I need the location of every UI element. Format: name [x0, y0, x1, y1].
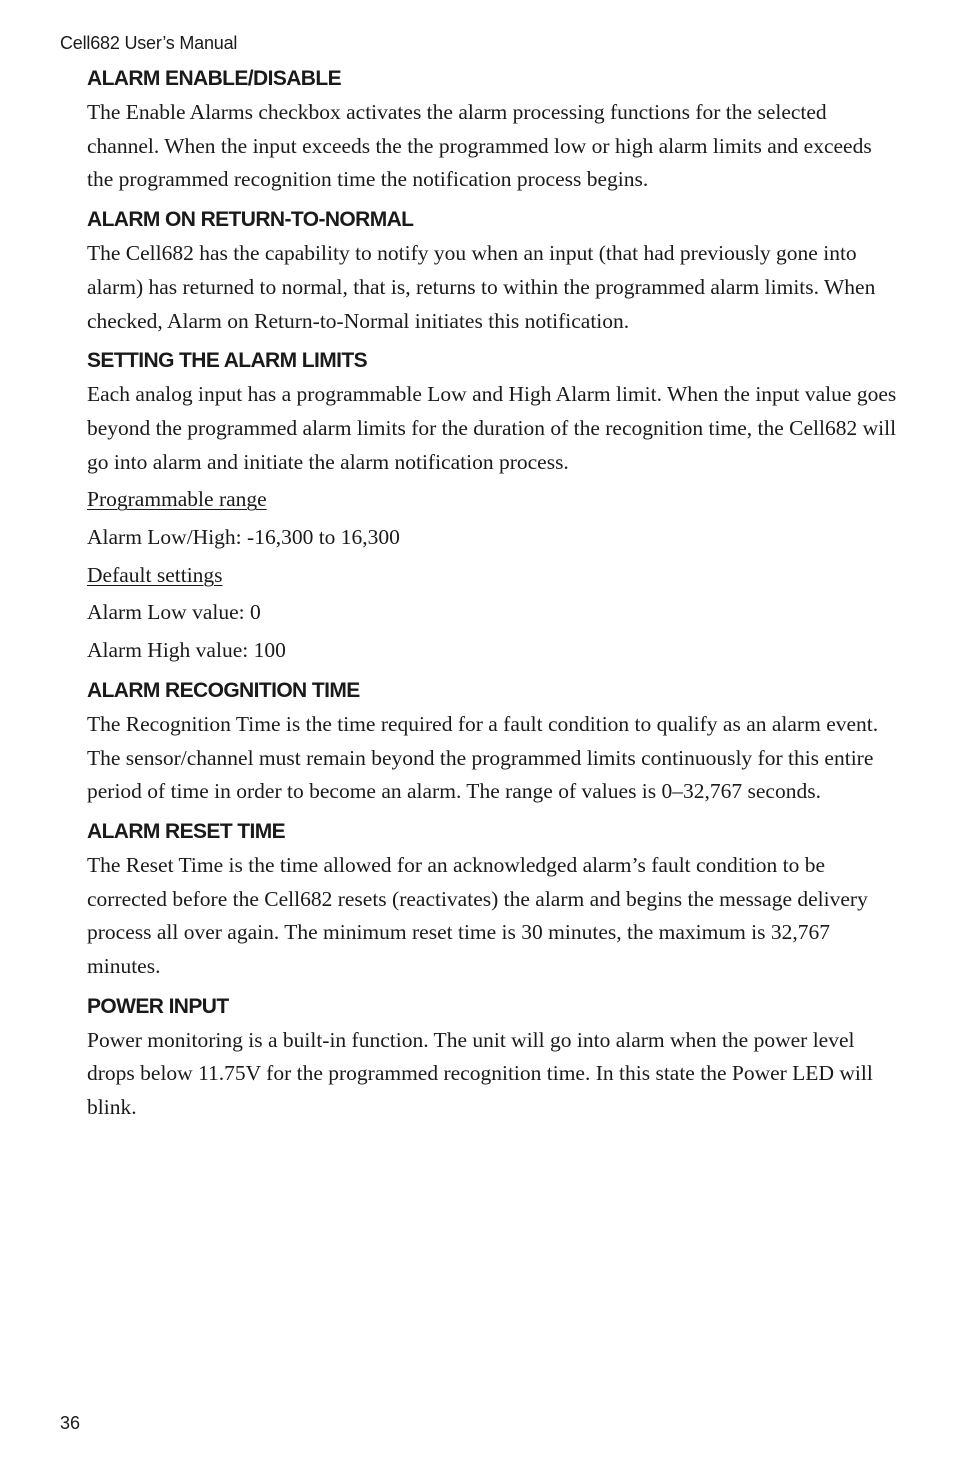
default-high-value: Alarm High value: 100: [87, 638, 286, 663]
section-alarm-limits: [87, 346, 897, 668]
section-body: The Recognition Time is the time required for a fault condition to qualify as an alarm event. The sensor/channel must remain beyond the programmed limits continuously for this entire period of time in order to become an alarm. The range of values is 0–32,767 seconds.: [87, 711, 879, 804]
programmable-range-label: Programmable range: [87, 487, 267, 512]
section-alarm-enable: [87, 64, 897, 197]
section-heading: POWER INPUT: [87, 994, 229, 1018]
section-heading: ALARM ENABLE/DISABLE: [87, 67, 341, 90]
default-low-value: Alarm Low value: 0: [87, 600, 261, 625]
section-body: Each analog input has a programmable Low and High Alarm limit. When the input value goes beyond the programmed alarm limits for the duration of the recognition time, the Cell682 will go into alarm and initiate the alarm notification process.: [87, 382, 897, 474]
default-settings-label: Default settings: [87, 562, 223, 587]
page-content: [87, 64, 897, 1133]
section-body: The Cell682 has the capability to notify you when an input (that had previously gone into alarm) has returned to normal, that is, returns to within the programmed alarm limits. When checked, Alarm on Return-to-Normal initiates this notification.: [87, 241, 876, 333]
section-heading: ALARM ON RETURN-TO-NORMAL: [87, 208, 414, 232]
running-header: Cell682 User’s Manual: [60, 33, 238, 53]
page-number: 36: [60, 1413, 81, 1433]
section-body: Power monitoring is a built-in function. The unit will go into alarm when the power level drops below 11.75V for the programmed recognition time. In this state the Power LED will blink.: [87, 1027, 873, 1120]
section-body: The Reset Time is the time allowed for an acknowledged alarm’s fault condition to be corrected before the Cell682 resets (reactivates) the alarm and begins the message delivery process all over again. The minimum reset time is 30 minutes, the maximum is 32,767 minutes.: [87, 852, 868, 979]
section-heading: SETTING THE ALARM LIMITS: [87, 349, 367, 373]
section-heading: ALARM RECOGNITION TIME: [87, 678, 360, 702]
programmable-range-value: Alarm Low/High: -16,300 to 16,300: [87, 525, 400, 550]
section-reset-time: [87, 817, 897, 984]
section-recognition-time: [87, 676, 897, 809]
section-heading: ALARM RESET TIME: [87, 819, 286, 843]
section-body: The Enable Alarms checkbox activates the alarm processing functions for the selected channel. When the input exceeds the the programmed low or high alarm limits and exceeds the programmed recognition time the notification process begins.: [87, 100, 872, 192]
section-power-input: [87, 992, 897, 1125]
section-return-to-normal: [87, 205, 897, 338]
